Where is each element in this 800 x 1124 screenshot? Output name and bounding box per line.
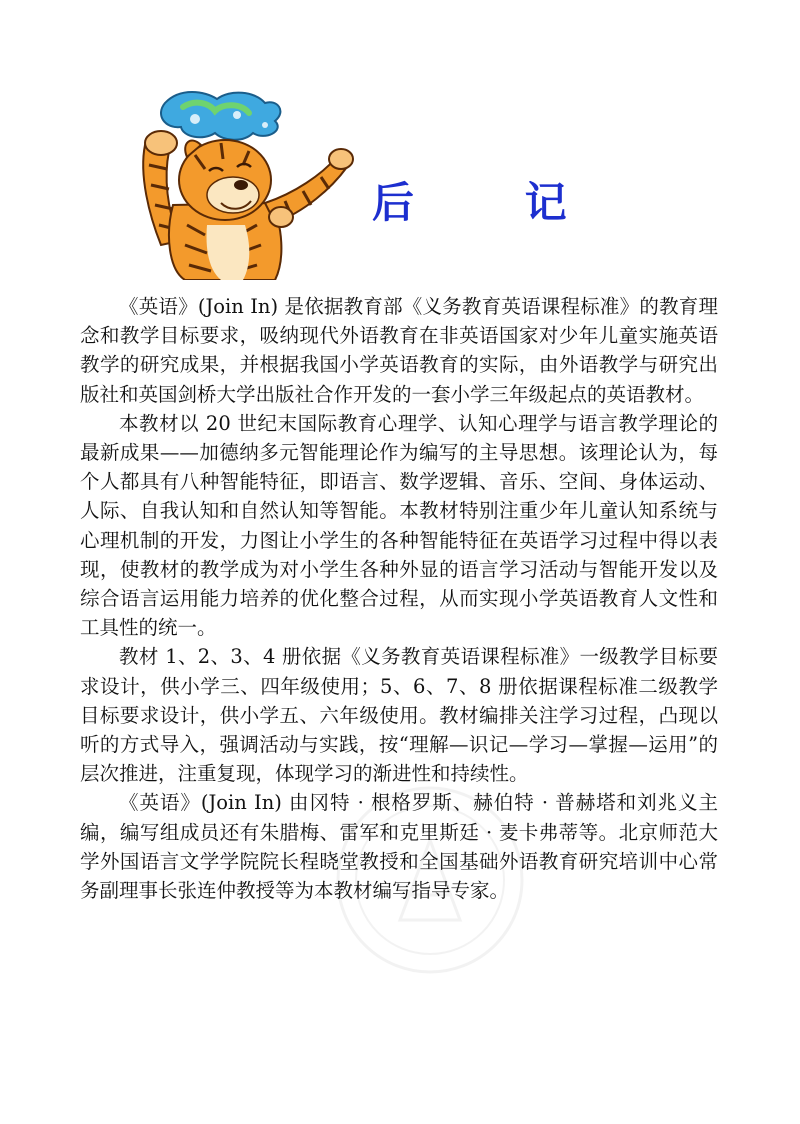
afterword-body [80,292,718,905]
paragraph-volumes: 教材 1、2、3、4 册依据《义务教育英语课程标准》一级教学目标要求设计，供小学三、四年级使用；5、6、7、8 册依据课程标准二级教学目标要求设计，供小学五、六年级使用。教材编排关注学习过程，凸现以听的方式导入，强调活动与实践，按“理解—识记—学习—掌握—运用”的层次推进，注重复现，体现学习的渐进性和持续性。 [80,645,718,786]
page-title: 后 记 [372,178,615,227]
paragraph-editors: 《英语》(Join In) 由冈特 · 根格罗斯、赫伯特 · 普赫塔和刘兆义主编，编写组成员还有朱腊梅、雷军和克里斯廷 · 麦卡弗蒂等。北京师范大学外国语言文学学院院长程晓堂教授和全国基础外语教育研究培训中心常务副理事长张连仲教授等为本教材编写指导专家。 [80,791,718,903]
paragraph-intro: 《英语》(Join In) 是依据教育部《义务教育英语课程标准》的教育理念和教学目标要求，吸纳现代外语教育在非英语国家对少年儿童实施英语教学的研究成果，并根据我国小学英语教育的实际，由外语教学与研究出版社和英国剑桥大学出版社合作开发的一套小学三年级起点的英语教材。 [80,295,718,406]
paragraph-theory: 本教材以 20 世纪末国际教育心理学、认知心理学与语言教学理论的最新成果——加德纳多元智能理论作为编写的主导思想。该理论认为，每个人都具有八种智能特征，即语言、数学逻辑、音乐、空间、身体运动、人际、自我认知和自然认知等智能。本教材特别注重少年儿童认知系统与心理机制的开发，力图让小学生的各种智能特征在英语学习过程中得以表现，使教材的教学成为对小学生各种外显的语言学习活动与智能开发以及综合语言运用能力培养的优化整合过程，从而实现小学英语教育人文性和工具性的统一。 [80,411,718,640]
page-header [0,0,800,290]
tiger-mascot-illustration [125,85,355,280]
